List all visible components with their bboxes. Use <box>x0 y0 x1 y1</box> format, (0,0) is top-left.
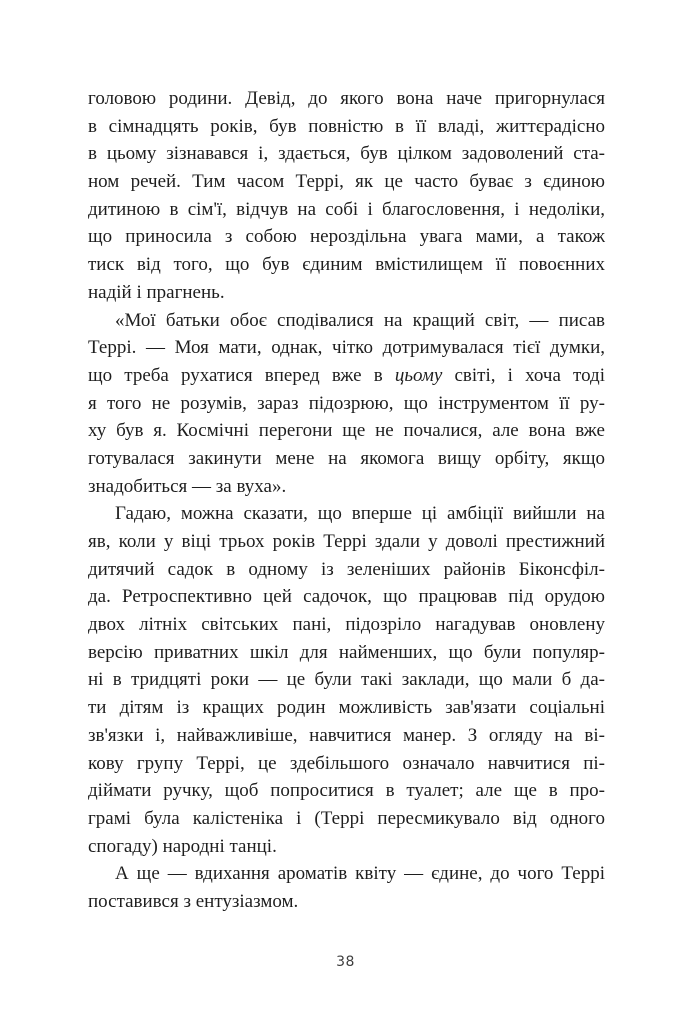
text-line: ти дітям із кращих родин можливість зав'язати соціальні <box>88 697 605 719</box>
text-line: діймати ручку, щоб попроситися в туалет; але ще в про- <box>88 780 605 802</box>
text-line: версію приватних шкіл для найменших, що були популяр- <box>88 641 605 663</box>
text-line: головою родини. Девід, до якого вона наче пригорнулася <box>88 88 605 109</box>
text-line: Террі. — Моя мати, однак, чітко дотримувалася тієї думки, <box>88 337 605 359</box>
text-line: дитячий садок в одному із зеленіших районів Біконсфіл- <box>88 558 605 580</box>
text-line: поставився з ентузіазмом. <box>88 890 299 912</box>
text-line: яв, коли у віці трьох років Террі здали у доволі престижний <box>88 531 605 552</box>
page-text <box>88 85 605 916</box>
paragraph <box>88 307 605 501</box>
text-line: ном речей. Тим часом Террі, як це часто буває з єдиною <box>88 171 605 193</box>
text-line: знадобиться — за вуха». <box>88 475 287 497</box>
text-line: Гадаю, можна сказати, що вперше ці амбіції вийшли на <box>115 503 605 525</box>
page-number: 38 <box>336 954 355 970</box>
text-line: да. Ретроспективно цей садочок, що працював під орудою <box>88 586 605 608</box>
text-line: тиск від того, що був єдиним вмістилищем її повоєнних <box>88 254 605 276</box>
text-line: я того не розумів, зараз підозрюю, що інструментом її ру- <box>88 392 605 414</box>
text-line: двох літніх світських пані, підозріло нагадував оновлену <box>88 614 605 636</box>
text-line: ні в тридцяті роки — це були такі заклади, що мали б да- <box>88 669 605 691</box>
text-line: в сімнадцять років, був повністю в її владі, життєрадісно <box>88 115 605 137</box>
text-line: спогаду) народні танці. <box>88 835 277 857</box>
text-line <box>88 362 605 390</box>
text-line: зв'язки і, найважливіше, навчитися манер. З огляду на ві- <box>88 724 605 746</box>
text-line: кову групу Террі, це здебільшого означало навчитися пі- <box>88 752 605 774</box>
text-line: «Мої батьки обоє сподівалися на кращий світ, — писав <box>115 309 605 331</box>
paragraph <box>88 500 605 860</box>
text-line: грамі була калістеніка і (Террі пересмикувало від одного <box>88 807 605 829</box>
text-segment: світі, і хоча тоді <box>442 364 605 386</box>
italic-text-segment: цьому <box>394 364 443 386</box>
text-line: А ще — вдихання ароматів квіту — єдине, до чого Террі <box>115 863 605 885</box>
text-segment: що треба рухатися вперед вже в <box>88 364 395 386</box>
text-line: готувалася закинути мене на якомога вищу орбіту, якщо <box>88 447 605 469</box>
paragraph <box>88 860 605 915</box>
text-line: в цьому зізнавався і, здається, був цілком задоволений ста- <box>88 143 605 165</box>
text-line: надій і прагнень. <box>88 281 225 303</box>
text-line: дитиною в сім'ї, відчув на собі і благословення, і недоліки, <box>88 198 605 220</box>
text-line: що приносила з собою нероздільна увага мами, а також <box>88 226 605 248</box>
text-line: ху був я. Космічні перегони ще не почалися, але вона вже <box>88 420 605 442</box>
paragraph <box>88 85 605 307</box>
